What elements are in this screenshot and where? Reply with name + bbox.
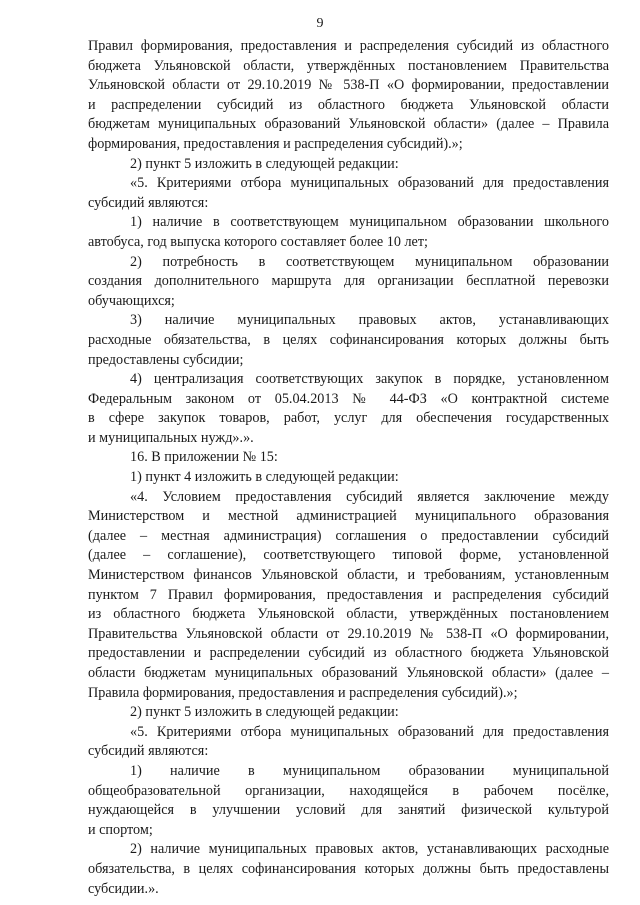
text-line: (далее – соглашение), соответствующего типовой форме, установленной [88, 547, 609, 564]
text-line: 4) централизация соответствующих закупок в порядке, установленном [130, 371, 609, 388]
text-line: субсидий являются: [88, 194, 209, 211]
text-line: и спортом; [88, 821, 153, 838]
text-line: обязательства, в целях софинансирования которых должны быть предоставлены [88, 860, 609, 877]
text-line: пунктом 7 Правил формирования, предоставления и распределения субсидий [88, 586, 609, 603]
text-line: области бюджетам муниципальных образований Ульяновской области» (далее – [88, 665, 609, 681]
text-line: создания дополнительного маршрута для организации бесплатной перевозки [88, 273, 609, 290]
text-line: 2) пункт 5 изложить в следующей редакции: [130, 704, 399, 721]
text-line: 1) пункт 4 изложить в следующей редакции: [130, 469, 399, 486]
text-line: обучающихся; [88, 292, 175, 309]
text-line: «5. Критериями отбора муниципальных образований для предоставления [130, 175, 609, 192]
text-line: формирования, предоставления и распределения субсидий).»; [88, 135, 463, 152]
text-line: Федеральным законом от 05.04.2013 № 44-ФЗ «О контрактной системе [88, 390, 609, 407]
text-line: из областного бюджета Ульяновской области, утверждённых постановлением [88, 606, 609, 623]
text-line: 2) наличие муниципальных правовых актов, устанавливающих расходные [130, 841, 609, 858]
text-line: 3) наличие муниципальных правовых актов, устанавливающих [130, 312, 609, 329]
text-line: автобуса, год выпуска которого составляет более 10 лет; [88, 233, 428, 250]
text-line: субсидий являются: [88, 743, 209, 760]
text-line: Правительства Ульяновской области от 29.10.2019 № 538-П «О формировании, [88, 625, 609, 642]
text-line: бюджета Ульяновской области, утверждённых постановлением Правительства [88, 57, 609, 74]
text-line: расходные обязательства, в целях софинансирования которых должны быть [88, 331, 609, 348]
text-line: Правил формирования, предоставления и распределения субсидий из областного [88, 38, 609, 54]
text-line: предоставлении и распределении субсидий из областного бюджета Ульяновской [88, 645, 609, 662]
page-number: 9 [316, 16, 324, 31]
text-line: бюджетам муниципальных образований Ульяновской области» (далее – Правила [88, 116, 609, 133]
text-line: и муниципальных нужд».». [88, 429, 254, 446]
text-line: общеобразовательной организации, находящейся в рабочем посёлке, [88, 782, 609, 799]
text-line: 2) пункт 5 изложить в следующей редакции: [130, 155, 399, 172]
text-line: (далее – местная администрация) соглашения о предоставлении субсидий [88, 527, 609, 544]
text-line: 2) потребность в соответствующем муниципальном образовании [130, 253, 609, 270]
text-line: в сфере закупок товаров, работ, услуг для обеспечения государственных [88, 410, 609, 427]
text-line: Министерством финансов Ульяновской области, и требованиям, установленным [88, 567, 609, 584]
text-line: Правила формирования, предоставления и распределения субсидий).»; [88, 684, 518, 701]
text-line: 1) наличие в муниципальном образовании муниципальной [130, 762, 609, 779]
text-line: 16. В приложении № 15: [130, 449, 278, 466]
text-line: «4. Условием предоставления субсидий является заключение между [130, 488, 609, 505]
text-line: нуждающейся в улучшении условий для занятий физической культурой [88, 802, 609, 819]
text-line: Ульяновской области от 29.10.2019 № 538-П «О формировании, предоставлении [88, 77, 609, 94]
text-line: субсидии.». [88, 880, 159, 897]
text-line: «5. Критериями отбора муниципальных образований для предоставления [130, 723, 609, 740]
text-line: Министерством и местной администрацией муниципального образования [88, 508, 609, 525]
text-line: 1) наличие в соответствующем муниципальном образовании школьного [130, 214, 609, 231]
document-body [88, 37, 609, 899]
text-line: и распределении субсидий из областного бюджета Ульяновской области [88, 96, 609, 113]
text-line: предоставлены субсидии; [88, 351, 244, 368]
